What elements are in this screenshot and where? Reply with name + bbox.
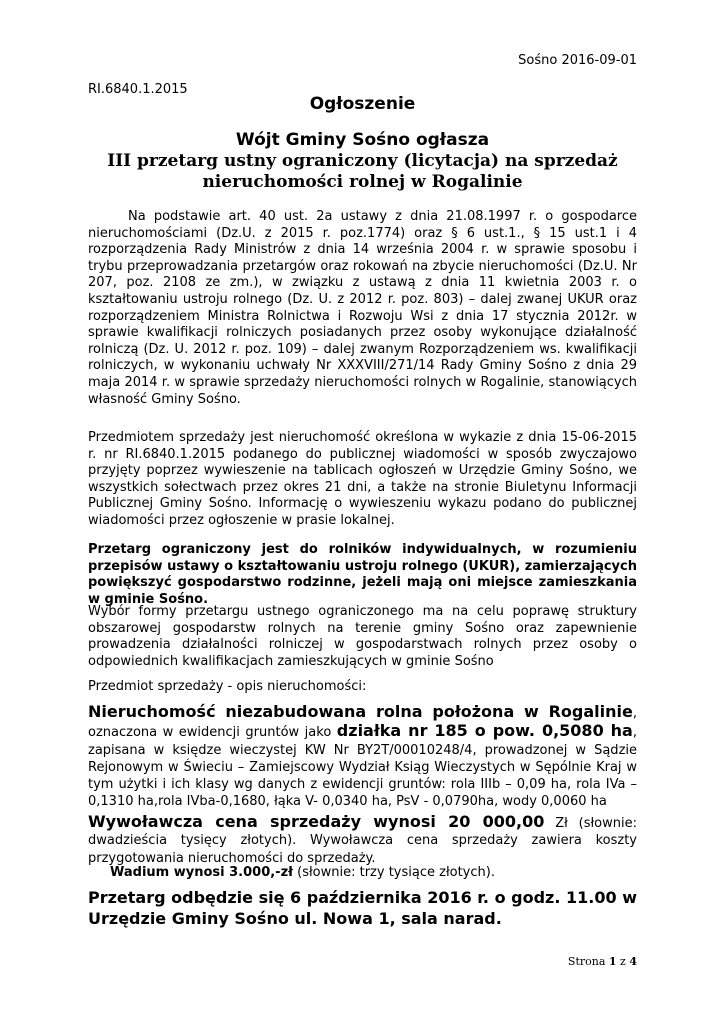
- document-title: [88, 130, 637, 193]
- document-heading: Ogłoszenie: [309, 94, 416, 114]
- page-separator: z: [616, 955, 630, 968]
- price-text: (słownie: dwadzieścia tysięcy złotych). Wywoławcza cena sprzedaży zawiera koszty przygotowania nieruchomości do sprzedaży.: [88, 816, 637, 866]
- document-reference: RI.6840.1.2015: [88, 82, 188, 97]
- property-text-2: , zapisana w księdze wieczystej KW Nr BY2T/00010248/4, prowadzonej w Sądzie Rejonowym w Świeciu – Zamiejscowy Wydział Ksiąg Wieczystych w Sępólnie Kraj w tym użytki i ich klasy wg danych z ewidencji gruntów: rola IIIb – 0,09 ha, rola IVa – 0,1310 ha,rola IVba-0,1680, łąka V- 0,0340 ha, PsV - 0,0790ha, wody 0,0060 ha: [88, 725, 637, 810]
- deposit-text: (słownie: trzy tysiące złotych).: [292, 865, 495, 880]
- purpose-paragraph: Wybór formy przetargu ustnego ograniczonego ma na celu poprawę struktury obszarowej gospodarstw rolnych na terenie gminy Sośno oraz zapewnienie prowadzenia działalności rolniczej w gospodarstwach rolnych przez osoby o odpowiednich kwalifikacjach zamieszkujących w gminie Sośno: [88, 604, 637, 669]
- page-number: [568, 955, 637, 968]
- page-label: Strona: [567, 955, 609, 968]
- property-description: [88, 703, 637, 811]
- deposit-paragraph: [110, 864, 637, 881]
- title-line-2: III przetarg ustny ograniczony (licytacja) na sprzedaż nieruchomości rolnej w Rogalinie: [107, 151, 618, 192]
- deposit-lead: Wadium wynosi 3.000,-zł: [110, 865, 293, 880]
- page-total: 4: [629, 955, 637, 968]
- title-line-1: Wójt Gminy Sośno ogłasza: [235, 130, 490, 150]
- restriction-paragraph: Przetarg ograniczony jest do rolników indywidualnych, w rozumieniu przepisów ustawy o kształtowaniu ustroju rolnego (UKUR), zamierzających powiększyć gospodarstwo rodzinne, jeżeli mają oni miejsce zamieszkania w gminie Sośno.: [88, 542, 637, 607]
- property-plot: działka nr 185 o pow. 0,5080 ha: [336, 721, 633, 741]
- property-lead: Nieruchomość niezabudowana rolna położona w Rogalinie: [88, 702, 633, 721]
- legal-basis-paragraph: Na podstawie art. 40 ust. 2a ustawy z dnia 21.08.1997 r. o gospodarce nieruchomościami (Dz.U. z 2015 r. poz.1774) oraz § 6 ust.1., § 15 ust.1 i 4 rozporządzenia Rady Ministrów z dnia 14 września 2004 r. w sprawie sposobu i trybu przeprowadzania przetargów oraz rokowań na zbycie nieruchomości (Dz.U. Nr 207, poz. 2108 ze zm.), w związku z ustawą z dnia 11 kwietnia 2003 r. o kształtowaniu ustroju rolnego (Dz. U. z 2012 r. poz. 803) – dalej zwanej UKUR oraz rozporządzeniem Ministra Rolnictwa i Rozwoju Wsi z dnia 17 stycznia 2012r. w sprawie kwalifikacji rolniczych posiadanych przez osoby wykonujące działalność rolniczą (Dz. U. 2012 r. poz. 109) – dalej zwanym Rozporządzeniem ws. kwalifikacji rolniczych, w wykonaniu uchwały Nr XXXVIII/271/14 Rady Gminy Sośno z dnia 29 maja 2014 r. w sprawie sprzedaży nieruchomości rolnych w Rogalinie, stanowiących własność Gminy Sośno.: [88, 209, 637, 407]
- subject-paragraph: Przedmiotem sprzedaży jest nieruchomość określona w wykazie z dnia 15-06-2015 r. nr RI.6840.1.2015 podanego do publicznej wiadomości w sposób zwyczajowo przyjęty poprzez wywieszenie na tablicach ogłoszeń w Urzędzie Gminy Sośno, we wszystkich sołectwach przez okres 21 dni, a także na stronie Biuletynu Informacji Publicznej Gminy Sośno. Informację o wywieszeniu wykazu podano do publicznej wiadomości przez ogłoszenie w prasie lokalnej.: [88, 430, 637, 528]
- property-text-1: , oznaczona w ewidencji gruntów jako: [88, 706, 637, 741]
- auction-paragraph: Przetarg odbędzie się 6 października 2016 r. o godz. 11.00 w Urzędzie Gminy Sośno ul. Nowa 1, sala narad.: [88, 888, 637, 928]
- price-paragraph: [88, 813, 637, 867]
- page-current: 1: [608, 955, 617, 968]
- price-currency: Zł: [544, 816, 568, 831]
- document-date: Sośno 2016-09-01: [518, 53, 637, 68]
- description-label: Przedmiot sprzedaży - opis nieruchomości:: [88, 679, 367, 694]
- price-lead: Wywoławcza cena sprzedaży wynosi 20 000,00: [88, 812, 545, 831]
